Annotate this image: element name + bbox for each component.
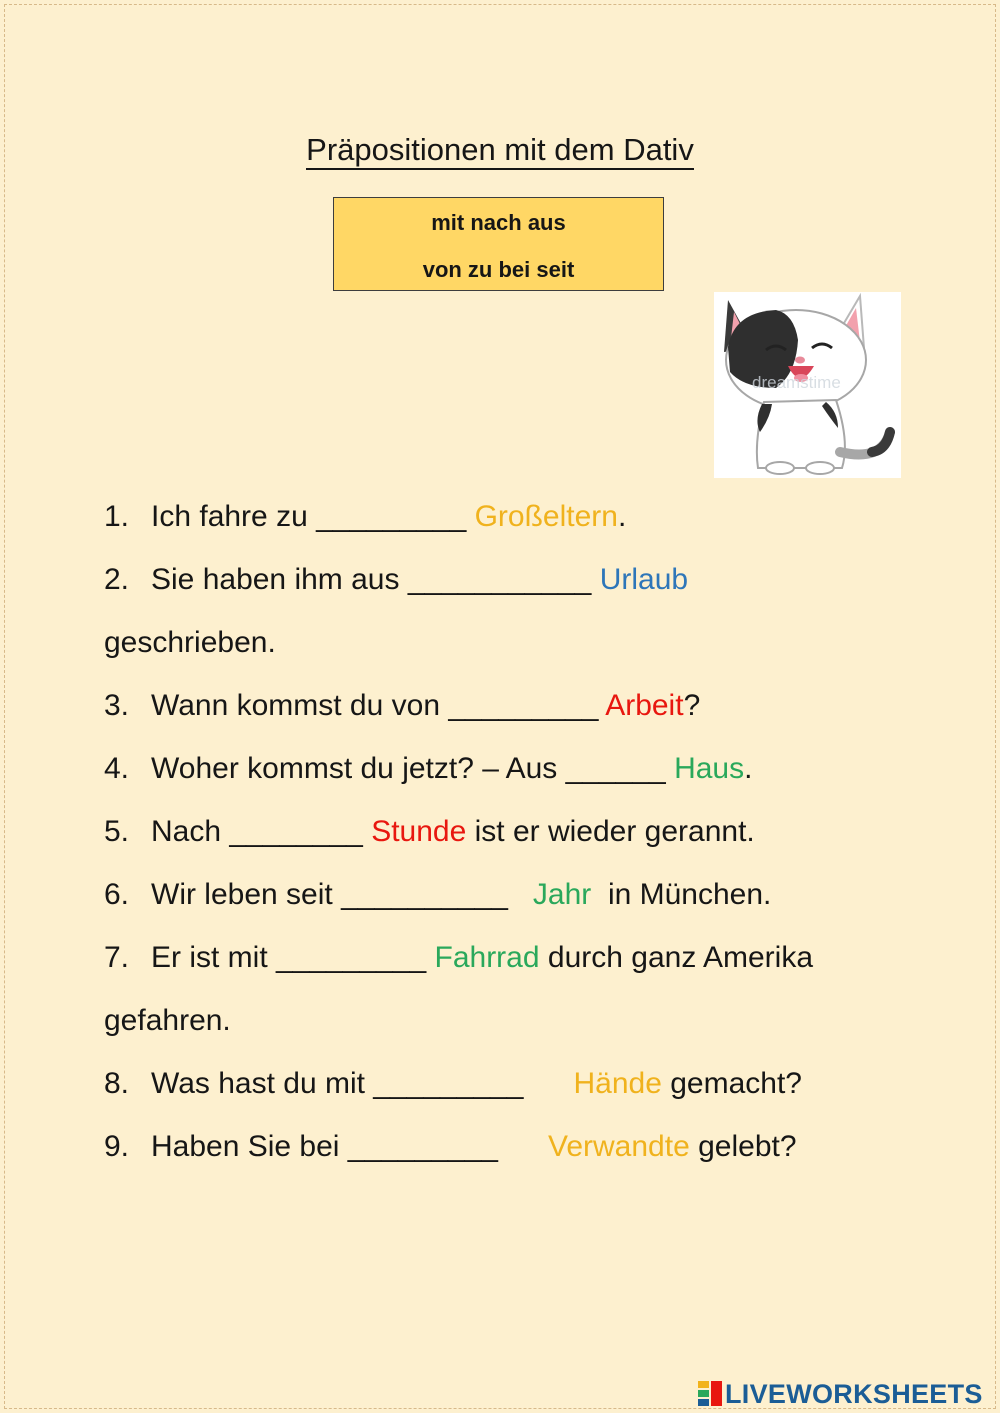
kitten-illustration-icon bbox=[714, 292, 901, 478]
item-number: 1. bbox=[104, 500, 130, 533]
prepositions-box bbox=[333, 197, 664, 291]
item-number: 7. bbox=[104, 941, 130, 974]
item-suffix: ? bbox=[683, 689, 701, 722]
exercise-item-5 bbox=[104, 800, 924, 863]
exercise-item-8 bbox=[104, 1052, 924, 1115]
liveworksheets-brand: LIVEWORKSHEETS bbox=[725, 1378, 983, 1409]
item-text: Er ist mit _________ bbox=[151, 941, 435, 974]
item-word: Fahrrad bbox=[434, 941, 540, 974]
item-text: Sie haben ihm aus ___________ bbox=[151, 563, 600, 596]
item-number: 4. bbox=[104, 752, 130, 785]
item-suffix: gemacht? bbox=[661, 1067, 802, 1100]
liveworksheets-logo-icon bbox=[698, 1381, 722, 1407]
item-number: 2. bbox=[104, 563, 130, 596]
item-word: Hände bbox=[573, 1067, 662, 1100]
exercise-item-7 bbox=[104, 926, 924, 989]
exercise-item-7-continuation: gefahren. bbox=[104, 1004, 231, 1037]
item-number: 6. bbox=[104, 878, 130, 911]
item-suffix: gelebt? bbox=[689, 1130, 797, 1163]
item-text: Ich fahre zu _________ bbox=[151, 500, 475, 533]
exercise-list bbox=[104, 485, 924, 1178]
worksheet-title bbox=[0, 130, 1000, 170]
item-text: Wann kommst du von _________ bbox=[151, 689, 606, 722]
exercise-item-4 bbox=[104, 737, 924, 800]
item-suffix: . bbox=[744, 752, 753, 785]
exercise-item-1 bbox=[104, 485, 924, 548]
exercise-item-9 bbox=[104, 1115, 924, 1178]
kitten-svg bbox=[714, 292, 901, 478]
exercise-item-2 bbox=[104, 548, 924, 611]
item-number: 5. bbox=[104, 815, 130, 848]
item-number: 8. bbox=[104, 1067, 130, 1100]
exercise-item-3 bbox=[104, 674, 924, 737]
item-text: Nach ________ bbox=[151, 815, 372, 848]
item-suffix: in München. bbox=[591, 878, 772, 911]
item-word: Arbeit bbox=[605, 689, 684, 722]
item-number: 9. bbox=[104, 1130, 130, 1163]
item-text: Woher kommst du jetzt? – Aus ______ bbox=[151, 752, 675, 785]
prepositions-line-2: von zu bei seit bbox=[422, 257, 575, 282]
item-word: Großeltern bbox=[474, 500, 618, 533]
item-word: Urlaub bbox=[599, 563, 689, 596]
item-number: 3. bbox=[104, 689, 130, 722]
item-word: Verwandte bbox=[547, 1130, 690, 1163]
image-watermark: dreamstime bbox=[752, 373, 841, 392]
worksheet-title-text: Präpositionen mit dem Dativ bbox=[306, 132, 694, 170]
liveworksheets-footer[interactable] bbox=[698, 1378, 983, 1410]
item-suffix: . bbox=[617, 500, 627, 533]
item-text: Wir leben seit __________ bbox=[151, 878, 533, 911]
item-word: Jahr bbox=[532, 878, 592, 911]
item-suffix: ist er wieder gerannt. bbox=[466, 815, 755, 848]
item-suffix: durch ganz Amerika bbox=[539, 941, 814, 974]
exercise-item-6 bbox=[104, 863, 924, 926]
item-word: Stunde bbox=[371, 815, 467, 848]
prepositions-line-1: mit nach aus bbox=[431, 210, 566, 235]
exercise-item-2-continuation: geschrieben. bbox=[104, 626, 276, 659]
item-word: Haus bbox=[674, 752, 745, 785]
item-text: Was hast du mit _________ bbox=[151, 1067, 574, 1100]
item-text: Haben Sie bei _________ bbox=[151, 1130, 548, 1163]
